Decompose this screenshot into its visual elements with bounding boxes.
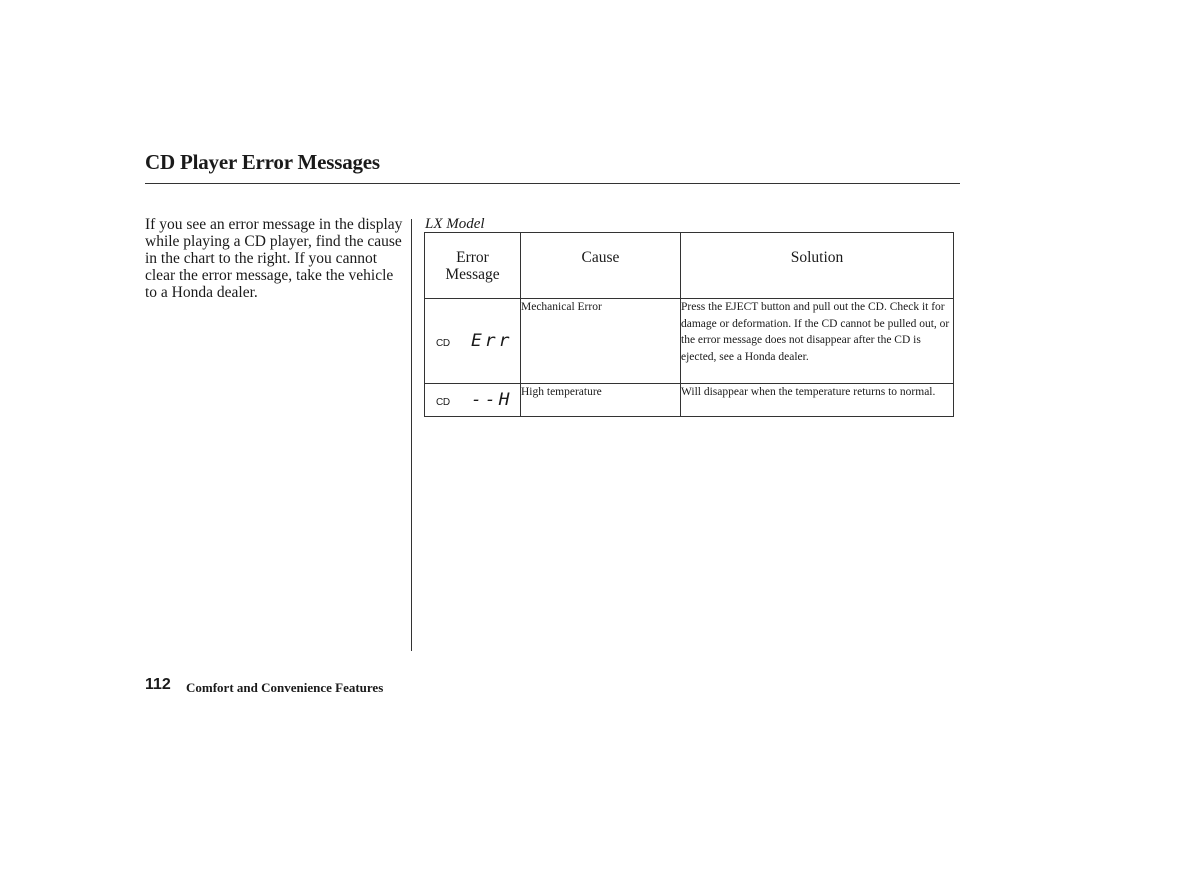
- error-code-display: --H: [471, 390, 513, 410]
- error-message-table: [424, 232, 954, 417]
- header-error-message: [425, 233, 521, 299]
- error-code-display: Err: [471, 331, 513, 351]
- table-row: [425, 384, 954, 417]
- header-error-line2: Message: [445, 266, 500, 283]
- intro-paragraph: If you see an error message in the display while playing a CD player, find the cause in the chart to the right. If you cannot clear the error message, take the vehicle to a Honda dealer.: [145, 216, 403, 301]
- cause-cell: Mechanical Error: [521, 299, 681, 384]
- error-code-cell: [425, 299, 521, 384]
- model-label: LX Model: [425, 216, 485, 232]
- table-header-row: [425, 233, 954, 299]
- table-row: [425, 299, 954, 384]
- cd-indicator: CD: [436, 337, 450, 349]
- solution-cell: Press the EJECT button and pull out the CD. Check it for damage or deformation. If the CD cannot be pulled out, or the error message does not disappear after the CD is ejected, see a Honda dealer.: [681, 299, 954, 384]
- page-title: CD Player Error Messages: [145, 150, 380, 174]
- page-number: 112: [145, 676, 171, 693]
- header-cause: Cause: [521, 233, 681, 299]
- error-code-cell: [425, 384, 521, 417]
- title-divider: [145, 183, 960, 184]
- cd-indicator: CD: [436, 396, 450, 408]
- cause-cell: High temperature: [521, 384, 681, 417]
- header-solution: Solution: [681, 233, 954, 299]
- column-divider: [411, 219, 412, 651]
- header-error-line1: Error: [456, 249, 489, 266]
- section-title: Comfort and Convenience Features: [186, 680, 384, 695]
- solution-cell: Will disappear when the temperature returns to normal.: [681, 384, 954, 417]
